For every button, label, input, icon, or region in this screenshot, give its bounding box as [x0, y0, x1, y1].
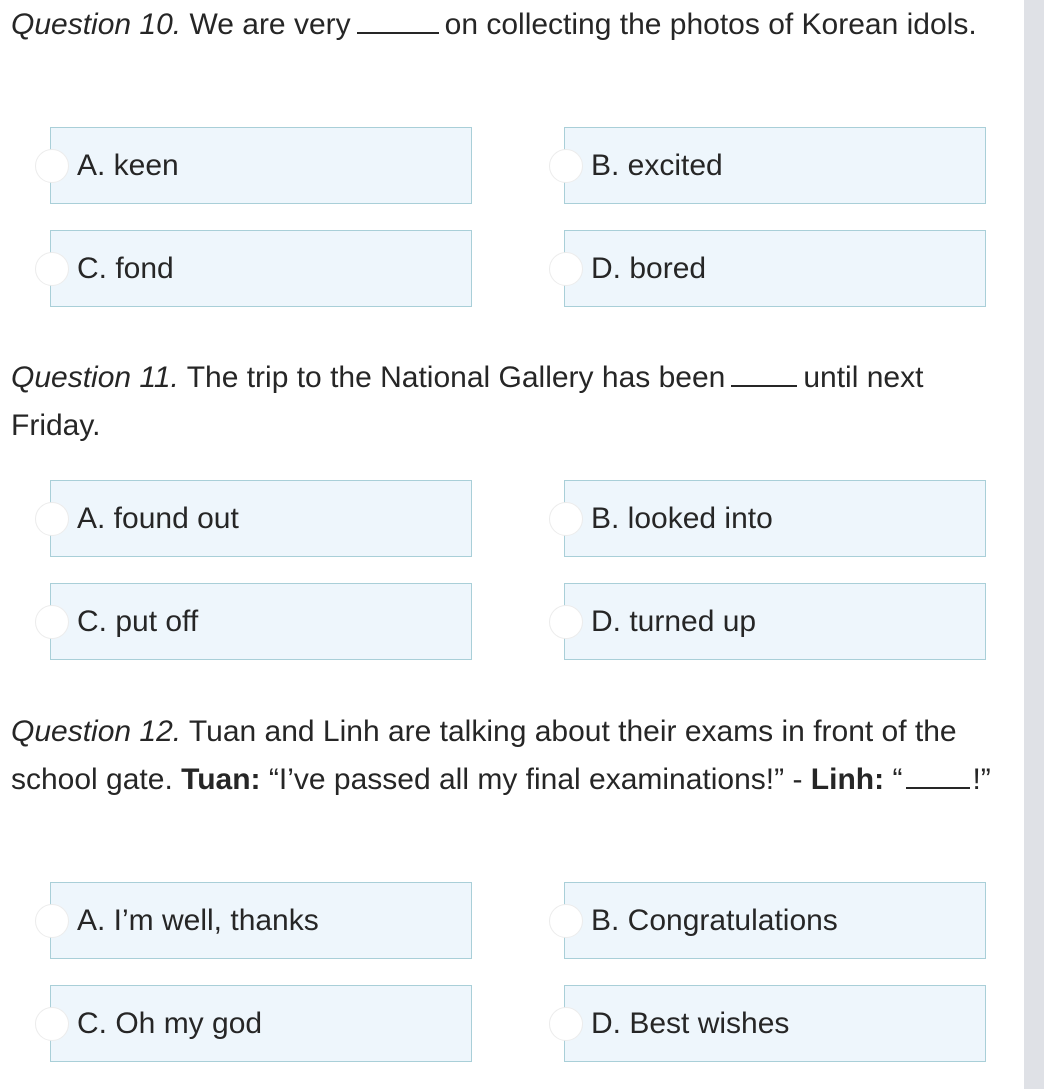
option-label: A. I’m well, thanks — [77, 904, 319, 937]
option-d[interactable] — [564, 230, 986, 307]
option-label: C. fond — [77, 252, 174, 285]
radio-button-icon[interactable] — [549, 502, 583, 536]
question-stem-before: We are very — [189, 8, 351, 41]
quote-tuan: “I’ve passed all my final examinations!” - — [268, 763, 803, 796]
option-c[interactable] — [50, 985, 472, 1062]
speaker-tuan: Tuan: — [181, 763, 261, 796]
question-number: Question 10. — [11, 8, 182, 41]
radio-button-icon[interactable] — [549, 904, 583, 938]
option-label: C. Oh my god — [77, 1007, 263, 1040]
option-label: A. found out — [77, 502, 239, 535]
question-number: Question 12. — [11, 715, 182, 748]
radio-button-icon[interactable] — [549, 1007, 583, 1041]
question-stem-after: until next Friday. — [11, 361, 924, 442]
radio-button-icon[interactable] — [35, 1007, 69, 1041]
option-label: D. bored — [591, 252, 707, 285]
radio-button-icon[interactable] — [35, 502, 69, 536]
radio-button-icon[interactable] — [549, 252, 583, 286]
option-label: D. Best wishes — [591, 1007, 790, 1040]
option-label: D. turned up — [591, 605, 757, 638]
quote-open: “ — [892, 763, 903, 796]
option-a[interactable] — [50, 480, 472, 557]
speaker-linh: Linh: — [810, 763, 885, 796]
option-c[interactable] — [50, 230, 472, 307]
option-label: B. Congratulations — [591, 904, 838, 937]
option-b[interactable] — [564, 882, 986, 959]
option-label: B. looked into — [591, 502, 773, 535]
question-stem-before: The trip to the National Gallery has been — [186, 361, 726, 394]
option-a[interactable] — [50, 882, 472, 959]
question-text — [11, 708, 1015, 804]
scrollbar-track[interactable] — [1024, 0, 1044, 1089]
option-label: A. keen — [77, 149, 179, 182]
radio-button-icon[interactable] — [549, 149, 583, 183]
answer-blank — [906, 763, 970, 789]
option-b[interactable] — [564, 127, 986, 204]
answer-blank — [357, 8, 439, 34]
radio-button-icon[interactable] — [35, 605, 69, 639]
radio-button-icon[interactable] — [549, 605, 583, 639]
question-stem-before: Tuan and Linh are talking about their exams in front of the school gate. — [11, 715, 957, 796]
question-text — [11, 1, 1011, 49]
quote-close: !” — [972, 763, 991, 796]
option-c[interactable] — [50, 583, 472, 660]
question-number: Question 11. — [11, 361, 179, 394]
radio-button-icon[interactable] — [35, 252, 69, 286]
radio-button-icon[interactable] — [35, 904, 69, 938]
option-a[interactable] — [50, 127, 472, 204]
option-label: C. put off — [77, 605, 199, 638]
option-d[interactable] — [564, 985, 986, 1062]
option-b[interactable] — [564, 480, 986, 557]
question-text — [11, 354, 951, 450]
option-label: B. excited — [591, 149, 723, 182]
question-stem-after: on collecting the photos of Korean idols. — [444, 8, 977, 41]
answer-blank — [731, 361, 797, 387]
option-d[interactable] — [564, 583, 986, 660]
radio-button-icon[interactable] — [35, 149, 69, 183]
